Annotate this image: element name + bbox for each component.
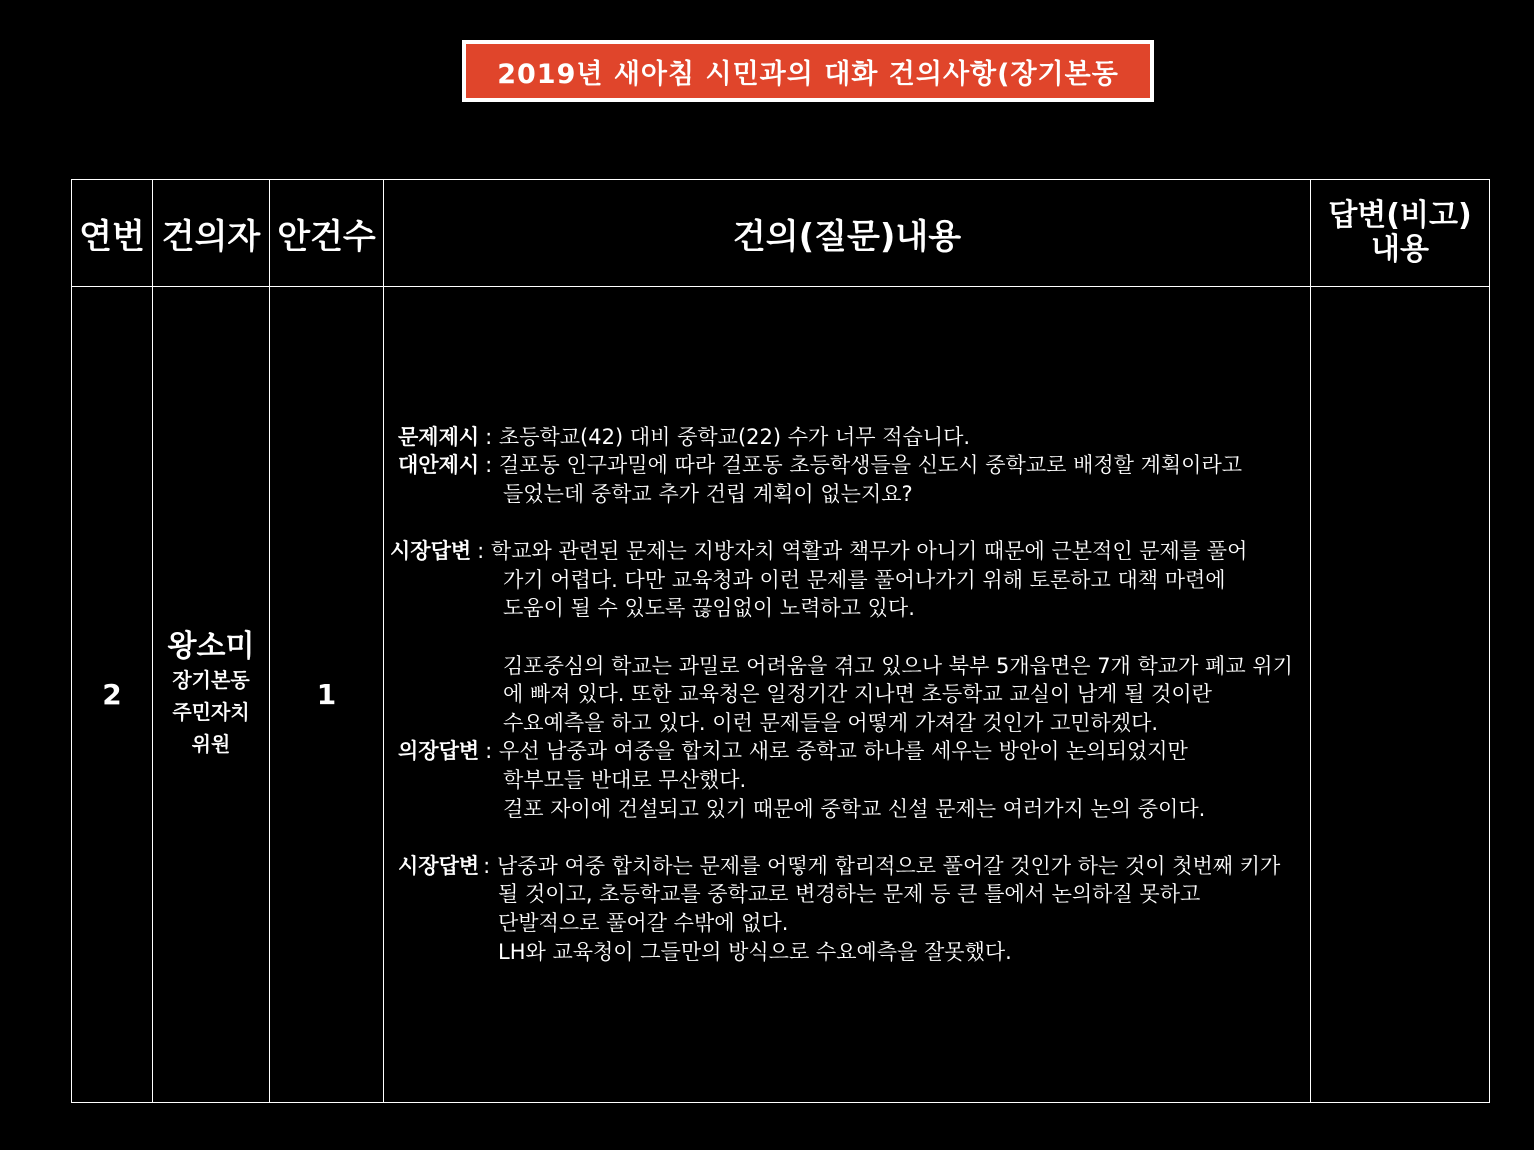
header-answer-line2: 내용 (1371, 232, 1429, 267)
title-banner (462, 40, 1154, 102)
mayor2-label: 시장답변 (398, 853, 480, 878)
row-proposer (153, 287, 270, 1103)
proposer-dong: 장기본동 (172, 667, 250, 692)
header-proposer: 건의자 (153, 180, 270, 287)
alt-text-1: : 걸포동 인구과밀에 따라 걸포동 초등학생들을 신도시 중학교로 배정할 계획이라고 (485, 453, 1243, 478)
mayor1-text-5: 에 빠져 있다. 또한 교육청은 일정기간 지나면 초등학교 교실이 남게 될 것이란 (503, 682, 1212, 707)
page-title: 2019년 새아침 시민과의 대화 건의사항(장기본동 (497, 58, 1119, 90)
mayor1-text-2: 가기 어렵다. 다만 교육청과 이런 문제를 풀어나가기 위해 토론하고 대책 마련에 (503, 567, 1226, 592)
mayor1-text-6: 수요예측을 하고 있다. 이런 문제들을 어떻게 가져갈 것인가 고민하겠다. (503, 710, 1159, 735)
chair-label: 의장답변 (398, 739, 480, 764)
header-row (72, 180, 1490, 287)
problem-text: : 초등학교(42) 대비 중학교(22) 수가 너무 적습니다. (485, 424, 971, 449)
mayor1-text-3: 도움이 될 수 있도록 끊임없이 노력하고 있다. (503, 596, 915, 621)
proposal-table (71, 179, 1490, 1103)
row-count: 1 (270, 287, 384, 1103)
mayor2-text-2: 될 것이고, 초등학교를 중학교로 변경하는 문제 등 큰 틀에서 논의하질 못하고 (498, 882, 1201, 907)
mayor2-text-4: LH와 교육청이 그들만의 방식으로 수요예측을 잘못했다. (498, 939, 1012, 964)
problem-label: 문제제시 (398, 424, 480, 449)
mayor1-text-1: : 학교와 관련된 문제는 지방자치 역활과 책무가 아니기 때문에 근본적인 문제를 풀어 (477, 539, 1248, 564)
header-serial: 연번 (72, 180, 153, 287)
mayor2-text-1: : 남중과 여중 합치하는 문제를 어떻게 합리적으로 풀어갈 것인가 하는 것이 첫번째 키가 (483, 853, 1281, 878)
problem-line (390, 423, 1310, 452)
row-serial: 2 (72, 287, 153, 1103)
header-answer-line1: 답변(비고) (1328, 198, 1472, 233)
table-row (72, 287, 1490, 1103)
header-content: 건의(질문)내용 (384, 180, 1311, 287)
alt-text-2: 들었는데 중학교 추가 건립 계획이 없는지요? (503, 482, 913, 507)
mayor2-text-3: 단발적으로 풀어갈 수밖에 없다. (498, 910, 789, 935)
chair-text-3: 걸포 자이에 건설되고 있기 때문에 중학교 신설 문제는 여러가지 논의 중이다. (503, 796, 1206, 821)
proposer-title: 위원 (191, 731, 231, 756)
header-count: 안건수 (270, 180, 384, 287)
chair-text-2: 학부모들 반대로 무산했다. (503, 767, 747, 792)
mayor1-line (390, 537, 1310, 566)
content-body (384, 423, 1310, 966)
mayor1-text-4: 김포중심의 학교는 과밀로 어려움을 겪고 있으나 북부 5개읍면은 7개 학교가 폐교 위기 (503, 653, 1293, 678)
proposer-role: 주민자치 (172, 699, 250, 724)
proposer-name: 왕소미 (167, 628, 255, 664)
row-answer (1311, 287, 1490, 1103)
alt-label: 대안제시 (398, 453, 480, 478)
chair-text-1: : 우선 남중과 여중을 합치고 새로 중학교 하나를 세우는 방안이 논의되었지만 (485, 739, 1188, 764)
mayor1-label: 시장답변 (390, 539, 472, 564)
chair-line (390, 737, 1310, 766)
alt-line (390, 451, 1310, 480)
mayor2-line (390, 852, 1310, 881)
header-answer (1311, 180, 1490, 287)
row-content (384, 287, 1311, 1103)
